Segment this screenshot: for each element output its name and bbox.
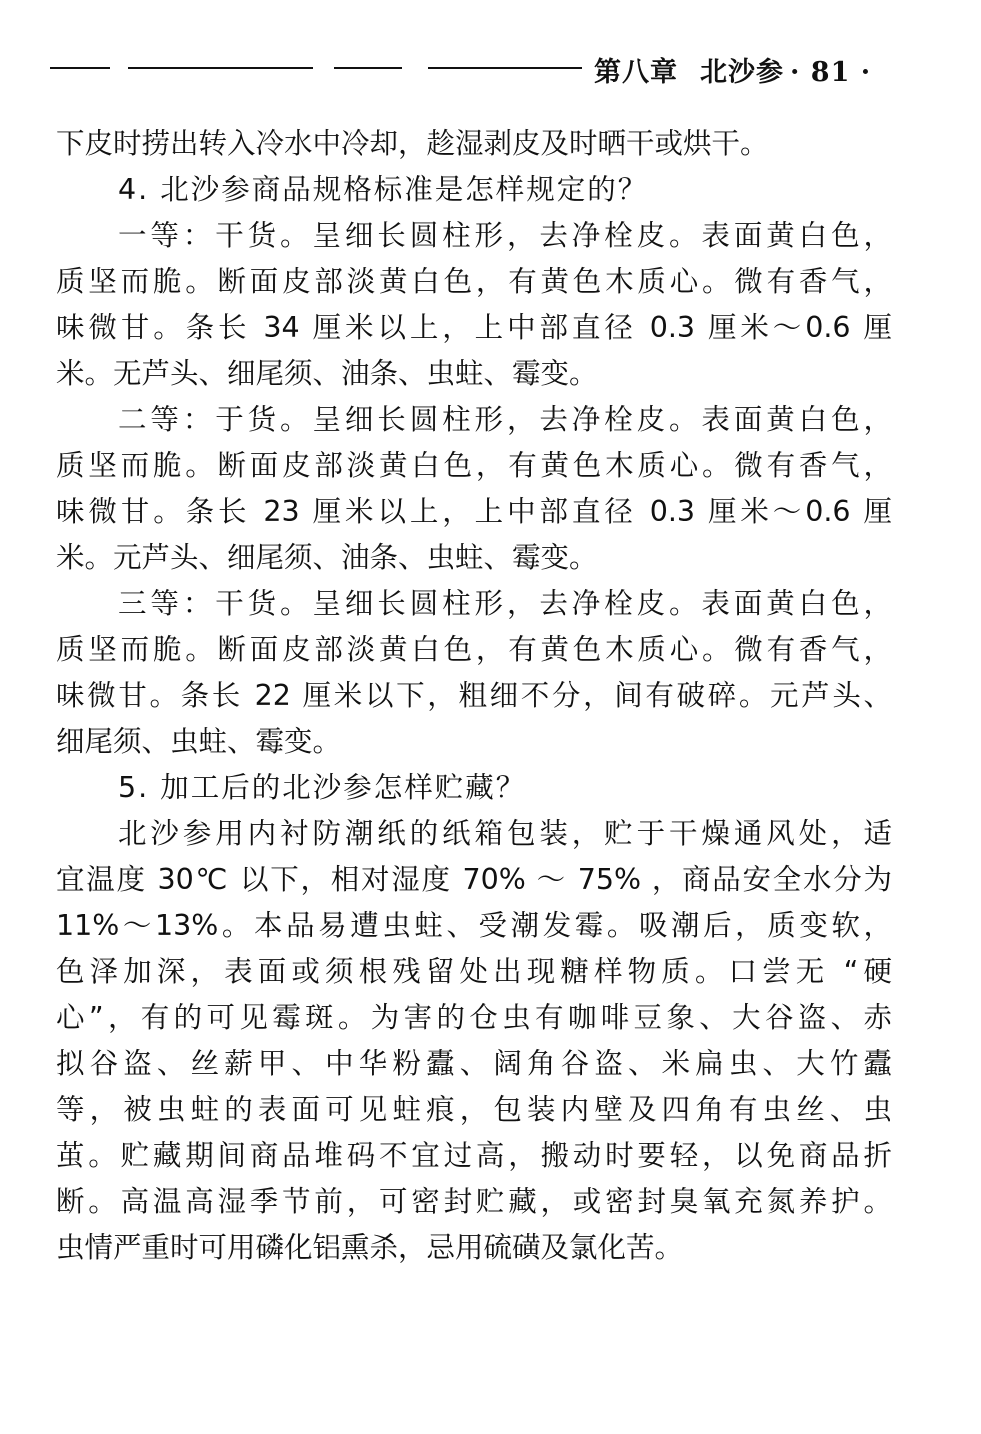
chapter-label: 第八章 [594,57,678,88]
paragraph-line: 质坚而脆。断面皮部淡黄白色，有黄色木质心。微有香气， [56,449,892,482]
chapter-title: 北沙参 [700,57,784,88]
paragraph-line: 色泽加深，表面或须根残留处出现糖样物质。口尝无 “硬 [56,955,892,988]
header-rule-segment [334,67,402,69]
paragraph-line: 一等：干货。呈细长圆柱形，去净栓皮。表面黄白色， [118,219,892,252]
running-header [50,48,872,88]
paragraph-line: 质坚而脆。断面皮部淡黄白色，有黄色木质心。微有香气， [56,265,892,298]
paragraph-line: 宜温度 30℃ 以下，相对湿度 70% ～ 75% ，商品安全水分为 [56,863,892,896]
paragraph-line: 细尾须、虫蛀、霉变。 [56,725,342,758]
header-rule-segment [50,67,110,69]
paragraph-line: 断。高温高湿季节前，可密封贮藏，或密封臭氧充氮养护。 [56,1185,892,1218]
paragraph-line: 质坚而脆。断面皮部淡黄白色，有黄色木质心。微有香气， [56,633,892,666]
paragraph-line: 下皮时捞出转入冷水中冷却，趁湿剥皮及时晒干或烘干。 [56,127,769,160]
header-rule-segment [128,67,313,69]
page-number: · 81 · [790,57,872,88]
paragraph-line: 拟谷盗、丝薪甲、中华粉蠹、阔角谷盗、米扁虫、大竹蠹 [56,1047,892,1080]
paragraph-line: 等，被虫蛀的表面可见蛀痕，包装内壁及四角有虫丝、虫 [56,1093,892,1126]
paragraph-line: 茧。贮藏期间商品堆码不宜过高，搬动时要轻，以免商品折 [56,1139,892,1172]
header-rule-segment [428,67,582,69]
paragraph-line: 心”，有的可见霉斑。为害的仓虫有咖啡豆象、大谷盗、赤 [56,1001,892,1034]
paragraph-line: 米。元芦头、细尾须、油条、虫蛀、霉变。 [56,541,598,574]
paragraph-line: 味微甘。条长 34 厘米以上，上中部直径 0.3 厘米～0.6 厘 [56,311,892,344]
question-heading: 4. 北沙参商品规格标准是怎样规定的？ [118,173,649,206]
page-body [56,121,892,1271]
question-heading: 5. 加工后的北沙参怎样贮藏？ [118,771,527,804]
paragraph-line: 三等：干货。呈细长圆柱形，去净栓皮。表面黄白色， [118,587,892,620]
paragraph-line: 虫情严重时可用磷化铝熏杀，忌用硫磺及氯化苦。 [56,1231,684,1264]
paragraph-line: 米。无芦头、细尾须、油条、虫蛀、霉变。 [56,357,598,390]
paragraph-line: 11%～13%。本品易遭虫蛀、受潮发霉。吸潮后，质变软， [56,909,892,942]
paragraph-line: 北沙参用内衬防潮纸的纸箱包装，贮于干燥通风处，适 [118,817,892,850]
paragraph-line: 二等：于货。呈细长圆柱形，去净栓皮。表面黄白色， [118,403,892,436]
paragraph-line: 味微甘。条长 22 厘米以下，粗细不分，间有破碎。元芦头、 [56,679,892,712]
paragraph-line: 味微甘。条长 23 厘米以上，上中部直径 0.3 厘米～0.6 厘 [56,495,892,528]
header-text [594,50,871,89]
